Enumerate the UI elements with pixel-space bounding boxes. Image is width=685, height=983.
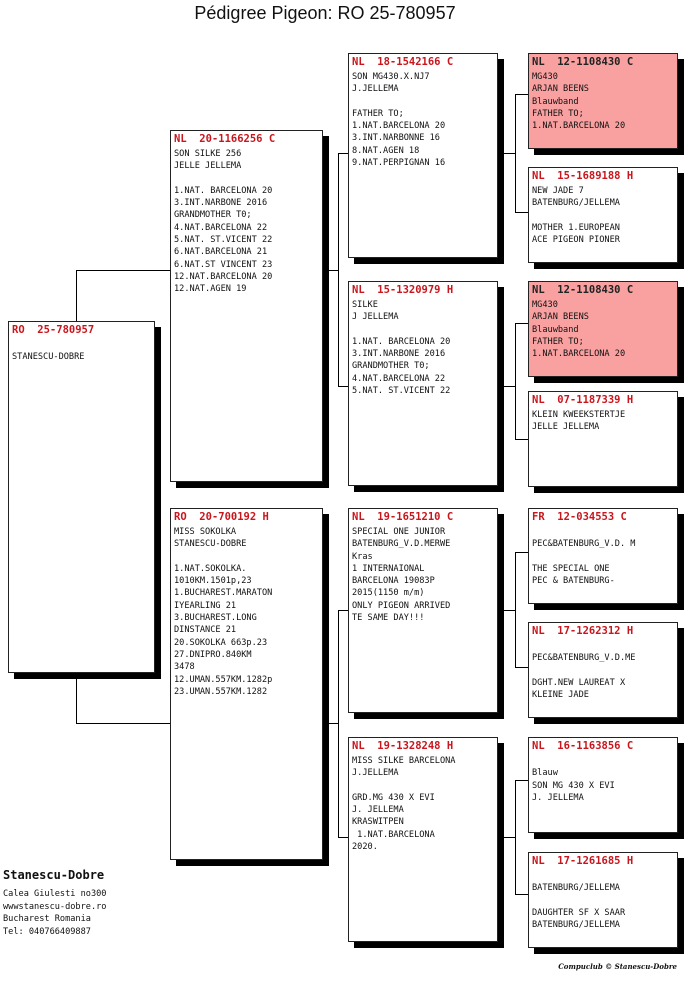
pedigree-line: SILKE <box>352 300 378 310</box>
pedigree-line <box>532 870 674 882</box>
pedigree-line: J. JELLEMA <box>532 792 584 803</box>
pedigree-box-ggp-1 <box>528 53 678 149</box>
pedigree-line <box>532 526 674 538</box>
pedigree-line: 12.NAT.BARCELONA 20 <box>174 271 273 282</box>
pedigree-line: SPECIAL ONE JUNIOR <box>352 527 446 537</box>
ring-number: RO 25-780957 <box>12 324 95 336</box>
pedigree-line: 1.NAT. BARCELONA 20 <box>174 185 273 196</box>
connector-line <box>338 153 339 386</box>
breeder-info <box>3 868 106 938</box>
pedigree-line: ACE PIGEON PIONER <box>532 235 620 246</box>
pedigree-line: BATENBURG_V.D.MERWE <box>352 539 451 550</box>
ring-number: NL 07-1187339 H <box>532 394 634 406</box>
pedigree-line: 3.INT.NARBONNE 16 <box>352 133 440 144</box>
pedigree-line: DAUGHTER SF X SAAR <box>532 907 626 918</box>
pedigree-line: ARJAN BEENS <box>532 84 589 95</box>
pedigree-line: 1.NAT.BARCELONA 20 <box>352 121 446 132</box>
pedigree-line: J.JELLEMA <box>352 84 399 95</box>
pedigree-line: SON MG430.X.NJ7 <box>352 72 430 82</box>
pedigree-line: 6.NAT.BARCELONA 21 <box>174 247 268 258</box>
pedigree-line: 9.NAT.PERPIGNAN 16 <box>352 158 446 169</box>
pedigree-box-ggp-7 <box>528 737 678 833</box>
pedigree-line: BATENBURG/JELLEMA <box>532 920 620 931</box>
pedigree-line: MG430 <box>532 72 558 82</box>
pedigree-line: IYEARLING 21 <box>174 600 237 611</box>
pedigree-line: MISS SOKOLKA <box>174 527 237 537</box>
pedigree-line: Blauwband <box>532 96 579 107</box>
breeder-name: Stanescu-Dobre <box>3 868 105 882</box>
connector-line <box>515 323 528 324</box>
pedigree-line: PEC & BATENBURG- <box>532 576 615 587</box>
pedigree-box-ggp-5 <box>528 508 678 604</box>
pedigree-line: DINSTANCE 21 <box>174 625 237 636</box>
pedigree-box-dam <box>170 508 323 860</box>
pedigree-line: FATHER TO; <box>352 108 404 119</box>
pedigree-line: KLEINE JADE <box>532 690 589 701</box>
connector-line <box>76 270 170 271</box>
pedigree-line: 12.NAT.AGEN 19 <box>174 284 247 295</box>
pedigree-line: BARCELONA 19083P <box>352 576 435 587</box>
ring-number: NL 19-1651210 C <box>352 511 454 523</box>
pedigree-line: STANESCU-DOBRE <box>12 352 85 363</box>
pedigree-line: 3.INT.NARBONE 2016 <box>174 198 268 209</box>
pedigree-line: 5.NAT. ST.VICENT 22 <box>352 386 451 397</box>
pedigree-line: 1.NAT.BARCELONA 20 <box>532 121 626 132</box>
ring-number: NL 17-1261685 H <box>532 855 634 867</box>
ring-number: NL 16-1163856 C <box>532 740 634 752</box>
pedigree-line: DGHT.NEW LAUREAT X <box>532 677 626 688</box>
connector-line <box>515 552 528 553</box>
ring-number: NL 12-1108430 C <box>532 284 634 296</box>
pedigree-line: 3.INT.NARBONE 2016 <box>352 349 446 360</box>
pedigree-line: GRD.MG 430 X EVI <box>352 792 435 803</box>
pedigree-line: NEW JADE 7 <box>532 186 584 196</box>
pedigree-line: 1.NAT.BARCELONA 20 <box>532 349 626 360</box>
pedigree-line: 20.SOKOLKA 663p.23 <box>174 637 268 648</box>
ring-number: NL 17-1262312 H <box>532 625 634 637</box>
ring-number: RO 20-700192 H <box>174 511 269 523</box>
connector-line <box>515 667 528 668</box>
pedigree-line: Blauw <box>532 768 558 779</box>
pedigree-box-sire-dam <box>348 281 498 486</box>
pedigree-line: MG430 <box>532 300 558 310</box>
pedigree-line <box>12 339 151 351</box>
connector-line <box>76 672 77 724</box>
pedigree-box-dam-sire <box>348 508 498 713</box>
connector-line <box>497 610 515 611</box>
connector-line <box>515 894 528 895</box>
connector-line <box>515 212 528 213</box>
breeder-line: Calea Giulesti no300 <box>3 889 107 899</box>
ring-number: NL 15-1320979 H <box>352 284 454 296</box>
breeder-line: wwwstanescu-dobre.ro <box>3 901 107 912</box>
pedigree-line <box>532 665 674 677</box>
pedigree-line: BATENBURG/JELLEMA <box>532 198 620 209</box>
pedigree-line: J. JELLEMA <box>352 805 404 816</box>
page-title: Pédigree Pigeon: RO 25-780957 <box>194 3 456 23</box>
pedigree-line: 4.NAT.BARCELONA 22 <box>174 222 268 233</box>
connector-line <box>76 270 77 322</box>
pedigree-line: THE SPECIAL ONE <box>532 563 610 574</box>
pedigree-line: MOTHER 1.EUROPEAN <box>532 222 620 233</box>
ring-number: NL 19-1328248 H <box>352 740 454 752</box>
connector-line <box>338 610 348 611</box>
pedigree-line: 2020. <box>352 842 378 853</box>
pedigree-line: 5.NAT. ST.VICENT 22 <box>174 235 273 246</box>
pedigree-line: KLEIN KWEEKSTERTJE <box>532 410 626 420</box>
pedigree-line: BATENBURG/JELLEMA <box>532 883 620 894</box>
connector-line <box>322 723 338 724</box>
pedigree-line: Blauwband <box>532 324 579 335</box>
connector-line <box>497 837 515 838</box>
connector-line <box>338 153 348 154</box>
pedigree-line <box>174 173 319 185</box>
pedigree-line: GRANDMOTHER T0; <box>174 210 252 221</box>
connector-line <box>515 780 528 781</box>
pedigree-line: 1 INTERNAIONAL <box>352 563 425 574</box>
ring-number: NL 20-1166256 C <box>174 133 276 145</box>
pedigree-line: GRANDMOTHER T0; <box>352 361 430 372</box>
pedigree-line <box>532 210 674 222</box>
pedigree-line: MISS SILKE BARCELONA <box>352 756 456 766</box>
pedigree-line: Kras <box>352 551 373 562</box>
pedigree-line: 12.UMAN.557KM.1282p <box>174 674 273 685</box>
pedigree-line: J.JELLEMA <box>352 768 399 779</box>
pedigree-line: 1.NAT.SOKOLKA. <box>174 563 247 574</box>
pedigree-line: ONLY PIGEON ARRIVED <box>352 600 451 611</box>
pedigree-box-ggp-6 <box>528 622 678 718</box>
connector-line <box>338 837 348 838</box>
pedigree-line: 1.BUCHAREST.MARATON <box>174 588 273 599</box>
pedigree-line: FATHER TO; <box>532 336 584 347</box>
connector-line <box>497 153 515 154</box>
pedigree-line: 3478 <box>174 662 195 673</box>
pedigree-line: 1.NAT.BARCELONA <box>352 829 435 840</box>
pedigree-line: 8.NAT.AGEN 18 <box>352 145 420 156</box>
connector-line <box>322 270 338 271</box>
pedigree-line: 4.NAT.BARCELONA 22 <box>352 373 446 384</box>
pedigree-line <box>352 324 494 336</box>
pedigree-line <box>532 895 674 907</box>
connector-line <box>515 94 528 95</box>
breeder-line: Tel: 040766409887 <box>3 926 91 937</box>
pedigree-line: FATHER TO; <box>532 108 584 119</box>
pedigree-line: 2015(1150 m/m) <box>352 588 425 599</box>
pedigree-line: 23.UMAN.557KM.1282 <box>174 686 268 697</box>
ring-number: NL 12-1108430 C <box>532 56 634 68</box>
pedigree-line: J JELLEMA <box>352 312 399 323</box>
breeder-line: Bucharest Romania <box>3 914 91 924</box>
pedigree-line: 3.BUCHAREST.LONG <box>174 613 257 624</box>
pedigree-line <box>352 780 494 792</box>
pedigree-line <box>532 640 674 652</box>
ring-number: NL 18-1542166 C <box>352 56 454 68</box>
ring-number: FR 12-034553 C <box>532 511 627 523</box>
pedigree-box-sire <box>170 130 323 482</box>
connector-line <box>497 386 515 387</box>
pedigree-line <box>532 551 674 563</box>
connector-line <box>515 94 516 212</box>
connector-line <box>515 780 516 894</box>
connector-line <box>515 323 516 439</box>
pedigree-line: PEC&BATENBURG_V.D. M <box>532 539 636 550</box>
pedigree-line: 1010KM.1501p,23 <box>174 576 252 587</box>
pedigree-line: SON SILKE 256 <box>174 149 242 159</box>
pedigree-line <box>174 551 319 563</box>
pedigree-box-ggp-4 <box>528 391 678 487</box>
footer-credit: Compuclub © Stanescu-Dobre <box>558 962 677 971</box>
pedigree-line: PEC&BATENBURG_V.D.ME <box>532 653 636 664</box>
ring-number: NL 15-1689188 H <box>532 170 634 182</box>
pedigree-box-sire-sire <box>348 53 498 258</box>
pedigree-line <box>532 755 674 767</box>
pedigree-line: 6.NAT.ST VINCENT 23 <box>174 259 273 270</box>
pedigree-line: JELLE JELLEMA <box>532 422 600 433</box>
pedigree-line: 27.DNIPRO.840KM <box>174 649 252 660</box>
pedigree-line <box>352 96 494 108</box>
connector-line <box>338 386 348 387</box>
pedigree-line: KRASWITPEN <box>352 817 404 828</box>
connector-line <box>515 552 516 667</box>
connector-line <box>76 723 170 724</box>
pedigree-line: ARJAN BEENS <box>532 312 589 323</box>
connector-line <box>338 610 339 837</box>
pedigree-line: TE SAME DAY!!! <box>352 613 425 624</box>
pedigree-box-ggp-3 <box>528 281 678 377</box>
pedigree-line: JELLE JELLEMA <box>174 161 242 172</box>
pedigree-line: SON MG 430 X EVI <box>532 780 615 791</box>
pedigree-box-dam-dam <box>348 737 498 942</box>
pedigree-line: 1.NAT. BARCELONA 20 <box>352 336 451 347</box>
pedigree-line: STANESCU-DOBRE <box>174 539 247 550</box>
pedigree-box-ggp-2 <box>528 167 678 263</box>
pedigree-box-subject <box>8 321 155 673</box>
connector-line <box>515 439 528 440</box>
pedigree-box-ggp-8 <box>528 852 678 948</box>
